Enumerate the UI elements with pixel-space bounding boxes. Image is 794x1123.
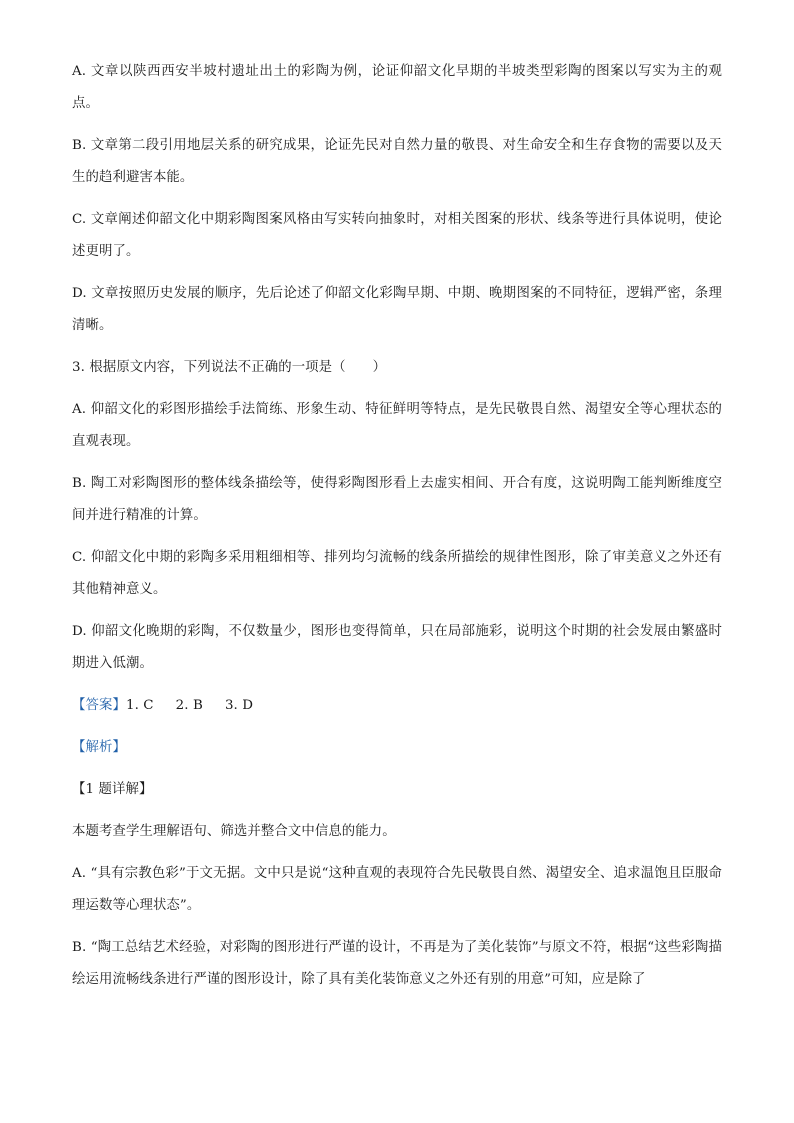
answer-item-1: 1. C (125, 698, 154, 713)
analysis-intro: 本题考查学生理解语句、筛选并整合文中信息的能力。 (72, 824, 396, 839)
q3-option-a: A. 仰韶文化的彩图形描绘手法简练、形象生动、特征鲜明等特点，是先民敬畏自然、渴望安全等心理状态的直观表现。 (72, 402, 722, 449)
detail-label: 【1 题详解】 (72, 782, 153, 797)
analysis-option-a: A. “具有宗教色彩”于文无据。文中只是说“这种直观的表现符合先民敬畏自然、渴望安全、追求温饱且臣服命理运数等心理状态”。 (72, 866, 722, 913)
q3-option-c: C. 仰韶文化中期的彩陶多采用粗细相等、排列均匀流畅的线条所描绘的规律性图形，除了审美意义之外还有其他精神意义。 (72, 550, 722, 597)
answer-label: 【答案】 (72, 698, 126, 713)
q3-stem: 3. 根据原文内容，下列说法不正确的一项是（ ） (72, 360, 387, 375)
q2-option-d: D. 文章按照历史发展的顺序，先后论述了仰韶文化彩陶早期、中期、晚期图案的不同特征，逻辑严密，条理清晰。 (72, 286, 722, 333)
q3-option-b: B. 陶工对彩陶图形的整体线条描绘等，使得彩陶图形看上去虚实相间、开合有度，这说明陶工能判断维度空间并进行精准的计算。 (72, 476, 722, 523)
analysis-option-b: B. “陶工总结艺术经验，对彩陶的图形进行严谨的设计，不再是为了美化装饰”与原文不符，根据“这些彩陶描绘运用流畅线条进行严谨的图形设计，除了具有美化装饰意义之外还有别的用意”可知，应是除了 (72, 940, 722, 987)
q2-option-b: B. 文章第二段引用地层关系的研究成果，论证先民对自然力量的敬畏、对生命安全和生存食物的需要以及天生的趋利避害本能。 (72, 138, 722, 185)
document-page (72, 56, 722, 1006)
q2-option-a: A. 文章以陕西西安半坡村遗址出土的彩陶为例，论证仰韶文化早期的半坡类型彩陶的图案以写实为主的观点。 (72, 64, 722, 111)
analysis-label: 【解析】 (72, 740, 126, 755)
answer-item-2: 2. B (175, 698, 203, 713)
answer-line (72, 690, 722, 722)
answer-item-3: 3. D (224, 698, 254, 713)
q2-option-c: C. 文章阐述仰韶文化中期彩陶图案风格由写实转向抽象时，对相关图案的形状、线条等进行具体说明，使论述更明了。 (72, 212, 722, 259)
q3-option-d: D. 仰韶文化晚期的彩陶，不仅数量少，图形也变得简单，只在局部施彩，说明这个时期的社会发展由繁盛时期进入低潮。 (72, 624, 722, 671)
